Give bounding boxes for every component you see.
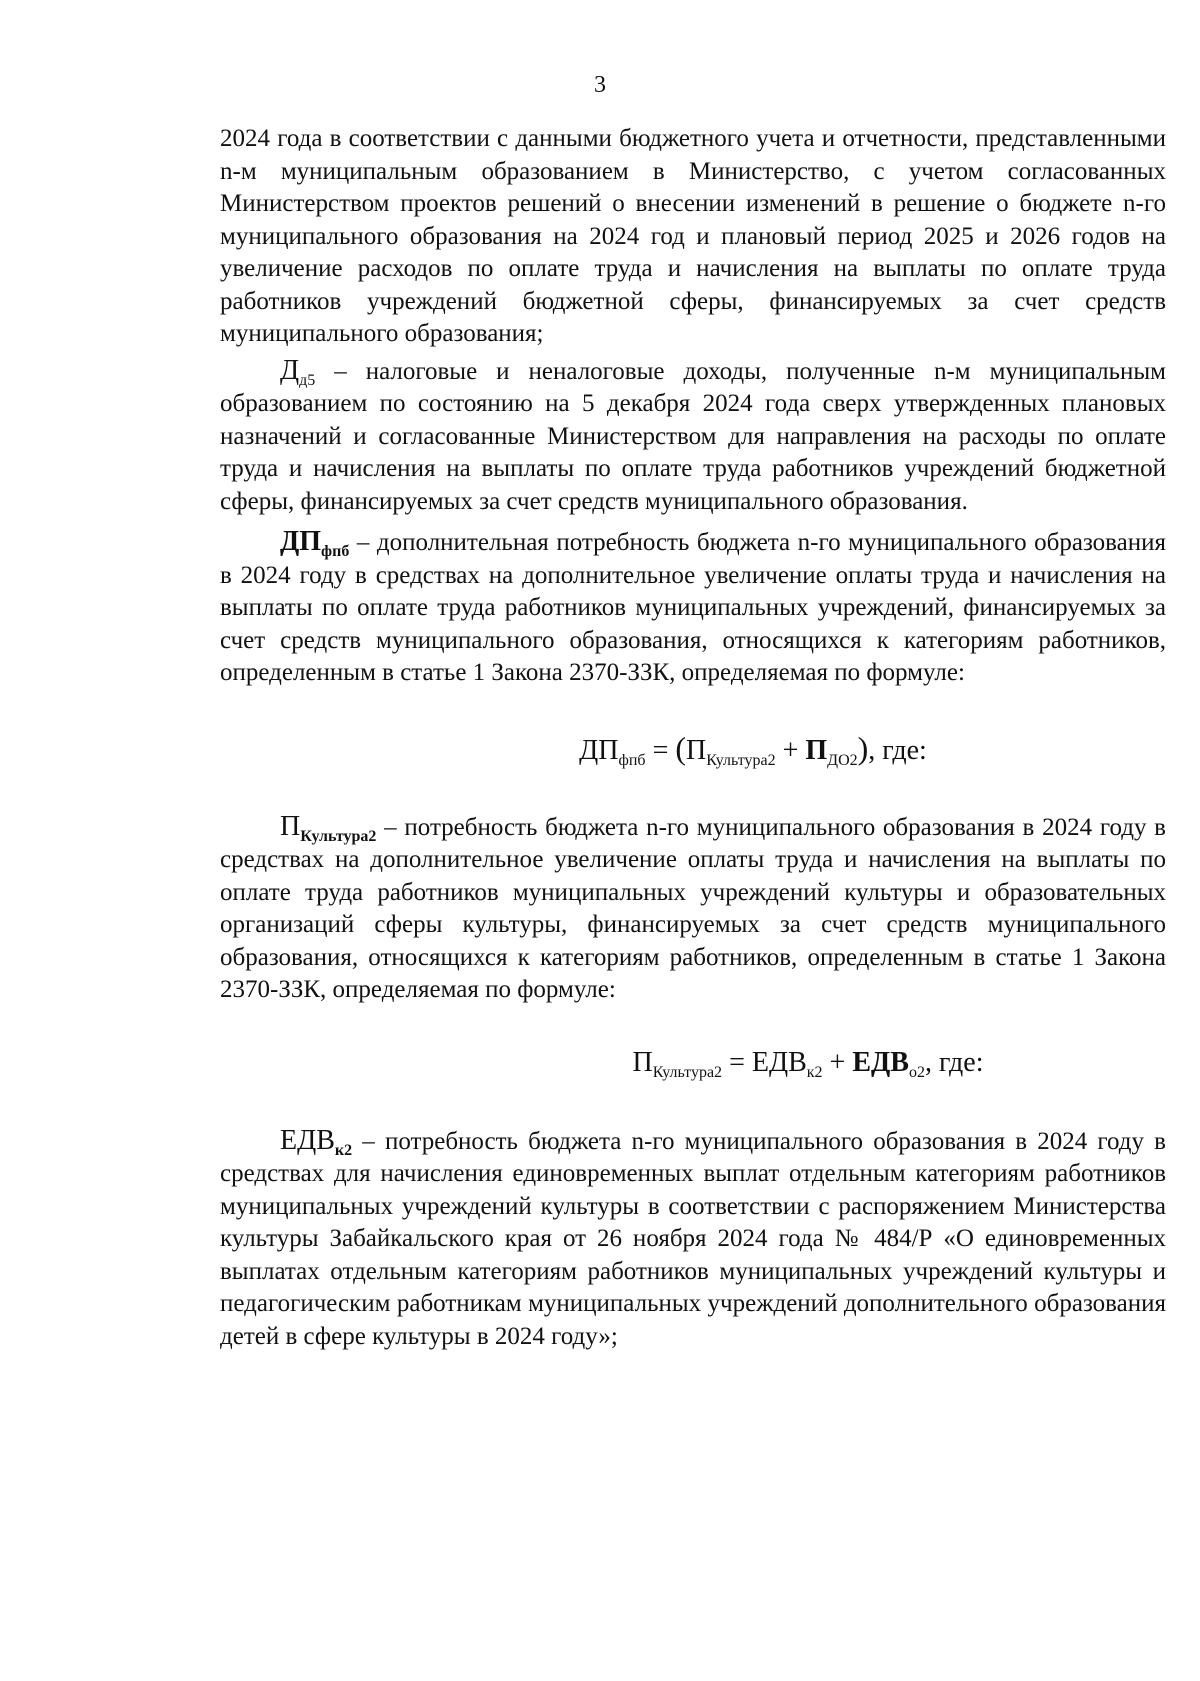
symbol-edv-subscript: к2 (334, 1141, 353, 1159)
symbol-dp: ДП (280, 526, 322, 557)
formula-dp-lhs-sub: фпб (618, 751, 646, 769)
symbol-p-culture-subscript: Культура2 (300, 827, 377, 845)
formula-dp-lhs: ДП (579, 734, 619, 766)
formula-culture-plus: + (822, 1046, 853, 1078)
formula-culture (220, 1045, 1166, 1081)
formula-dp-term2-sub: ДО2 (827, 751, 858, 769)
symbol-edv: ЕДВ (280, 1124, 335, 1156)
formula-culture-term1: ЕДВ (751, 1046, 807, 1078)
symbol-d-subscript: д5 (299, 371, 316, 389)
formula-dp-plus: + (775, 734, 806, 766)
formula-dp-close-paren: ) (857, 729, 869, 766)
paragraph-culture-definition (220, 811, 1166, 1007)
paragraph-continuation: 2024 года в соответствии с данными бюджетного учета и отчетности, представленными n-м муниципальным образованием в Министерство, с учетом согласованных Министерством проектов решений о внесении изменений в решение о бюджете n-го муниципального образования на 2024 год и плановый период 2025 и 2026 годов на увеличение расходов по оплате труда и начисления на выплаты по оплате труда работников учреждений бюджетной сферы, финансируемых за счет средств муниципального образования; (220, 125, 1166, 347)
formula-culture-equals: = (722, 1046, 752, 1078)
paragraph-income-text: – налоговые и неналоговые доходы, полученные n-м муниципальным образованием по состоянию на 5 декабря 2024 года сверх утвержденных плановых назначений и согласованные Министерством для направления на расходы по оплате труда и начисления на выплаты по оплате труда работников учреждений бюджетной сферы, финансируемых за счет средств муниципального образования. (220, 357, 1166, 515)
paragraph-culture-text: – потребность бюджета n-го муниципального образования в 2024 году в средствах на дополнительное увеличение оплаты труда и начисления на выплаты по оплате труда работников муниципальных учреждений культуры и образовательных организаций сферы культуры, финансируемых за счет средств муниципального образования, относящихся к категориям работников, определенным в статье 1 Закона 2370-ЗЗК, определяемая по формуле: (220, 813, 1166, 1003)
document-body (220, 123, 1166, 1353)
formula-culture-lhs-sub: Культура2 (652, 1063, 723, 1081)
formula-dp (220, 730, 1166, 769)
formula-culture-tail: , где: (924, 1046, 984, 1078)
paragraph-income-definition (220, 355, 1166, 519)
paragraph-edv-definition (220, 1125, 1166, 1354)
paragraph-edv-text: – потребность бюджета n-го муниципального образования в 2024 году в средствах для начисления единовременных выплат отдельным категориям работников муниципальных учреждений культуры в соответствии с распоряжением Министерства культуры Забайкальского края от 26 ноября 2024 года № 484/Р «О единовременных выплатах отдельным категориям работников муниципальных учреждений культуры и педагогическим работникам муниципальных учреждений дополнительного образования детей в сфере культуры в 2024 году»; (220, 1127, 1166, 1350)
formula-culture-term2-sub: о2 (908, 1063, 925, 1081)
formula-dp-term2: П (805, 734, 828, 766)
symbol-dp-subscript: фпб (321, 543, 350, 560)
symbol-d: Д (280, 354, 300, 386)
symbol-p-culture: П (280, 810, 301, 842)
formula-culture-lhs: П (632, 1046, 653, 1078)
formula-culture-term2: ЕДВ (852, 1046, 909, 1078)
formula-dp-tail: , где: (868, 734, 927, 766)
formula-dp-term1: П (686, 734, 707, 766)
paragraph-dp-definition (220, 526, 1166, 690)
paragraph-dp-text: – дополнительная потребность бюджета n-го муниципального образования в 2024 году в средствах на дополнительное увеличение оплаты труда и начисления на выплаты по оплате труда работников муниципальных учреждений, финансируемых за счет средств муниципального образования, относящихся к категориям работников, определенным в статье 1 Закона 2370-ЗЗК, определяемая по формуле: (220, 529, 1166, 686)
page-number: 3 (594, 72, 606, 98)
formula-dp-equals: = (645, 734, 676, 766)
formula-culture-term1-sub: к2 (806, 1063, 823, 1081)
formula-dp-term1-sub: Культура2 (706, 751, 776, 769)
formula-dp-open-paren: ( (675, 729, 687, 766)
